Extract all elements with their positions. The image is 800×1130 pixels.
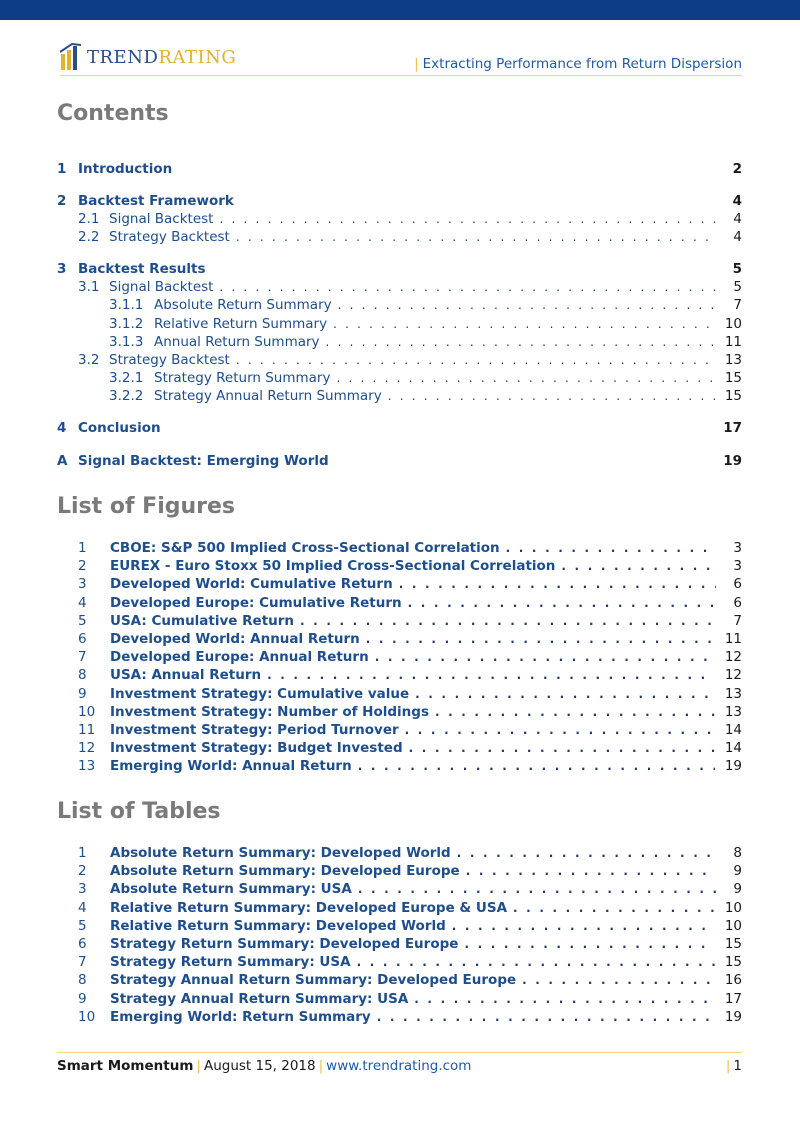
entry-page-number: 17 [723,420,742,436]
entry-page-number: 13 [724,352,742,368]
entry-page-number: 4 [733,229,742,245]
figure-entry[interactable] [57,612,742,630]
dot-leader [219,278,716,296]
entry-number: 10 [78,1008,96,1025]
entry-page-number: 5 [733,279,742,295]
entry-number: 3.2 [78,352,100,368]
entry-page-number: 16 [724,972,742,989]
entry-title[interactable]: Conclusion [78,420,161,436]
toc-entry[interactable] [57,192,742,210]
dot-leader [336,369,714,387]
entry-page-number: 7 [733,297,742,313]
entry-title[interactable]: Backtest Results [78,261,206,277]
entry-page-number: 10 [724,316,742,332]
toc-entry[interactable] [57,315,742,333]
figure-entry[interactable] [57,739,742,757]
entry-title[interactable]: Developed World: Cumulative Return [110,576,393,593]
trendrating-logo [60,40,236,72]
entry-number: 9 [78,990,87,1007]
entry-number: 1 [78,845,87,861]
dot-leader [405,721,715,739]
figure-entry[interactable] [57,757,742,775]
dot-leader [466,862,716,880]
dot-leader [236,228,716,246]
figure-entry[interactable] [57,844,742,862]
entry-number: 2 [78,558,87,575]
entry-page-number: 8 [733,845,742,861]
entry-page-number: 11 [724,631,742,647]
entry-title[interactable]: Developed Europe: Cumulative Return [110,594,402,611]
entry-title[interactable]: Signal Backtest [109,211,214,227]
dot-leader [300,612,716,630]
entry-title[interactable]: Strategy Annual Return Summary: USA [110,990,409,1007]
entry-title[interactable]: Investment Strategy: Number of Holdings [110,703,429,720]
dot-leader [358,880,716,898]
dot-leader [415,685,715,703]
figure-entry[interactable] [57,557,742,575]
toc-entry[interactable] [57,333,742,351]
entry-title[interactable]: Strategy Backtest [109,229,230,245]
toc-entry[interactable] [57,452,742,470]
dot-leader [388,387,715,405]
entry-title[interactable]: Investment Strategy: Period Turnover [110,722,399,738]
entry-title[interactable]: Signal Backtest: Emerging World [78,453,329,469]
dot-leader [408,594,716,612]
dot-leader [338,296,716,314]
entry-title[interactable]: Investment Strategy: Cumulative value [110,685,410,702]
entry-title[interactable]: Absolute Return Summary: Developed Europe [110,863,460,880]
figure-entry[interactable] [57,539,742,557]
entry-number: 5 [78,612,87,629]
entry-number: 3 [57,261,67,277]
logo-wordmark: TRENDRATING [87,47,237,68]
dot-leader [464,935,714,953]
entry-title[interactable]: Developed World: Annual Return [110,631,360,647]
bar-chart-logo-icon [60,42,82,72]
toc-entry[interactable] [57,278,742,296]
dot-leader [236,351,715,369]
footer-website-link[interactable]: www.trendrating.com [326,1058,472,1074]
entry-page-number: 9 [733,881,742,898]
figure-entry[interactable] [57,862,742,880]
toc-entry[interactable] [57,260,742,278]
entry-number: 3.1.3 [109,334,144,350]
entry-number: 1 [57,161,67,177]
entry-number: 7 [78,649,87,666]
footer-rule [57,1052,742,1053]
dot-leader [358,757,715,775]
entry-page-number: 4 [732,193,742,209]
entry-page-number: 7 [733,612,742,629]
entry-page-number: 13 [724,685,742,702]
entry-number: 9 [78,685,87,702]
dot-leader [435,703,715,721]
entry-page-number: 14 [724,722,742,738]
entry-page-number: 9 [733,863,742,880]
toc-entry[interactable] [57,296,742,314]
entry-page-number: 15 [724,370,742,386]
toc-entry[interactable] [57,210,742,228]
figure-entry[interactable] [57,685,742,703]
dot-leader [506,539,716,557]
entry-number: 3.1 [78,279,100,295]
toc-entry[interactable] [57,419,742,437]
entry-title[interactable]: Investment Strategy: Budget Invested [110,740,403,757]
figure-entry[interactable] [57,880,742,898]
entry-number: 1 [78,540,87,556]
entry-title[interactable]: Strategy Return Summary [154,370,331,386]
entry-title[interactable]: Strategy Annual Return Summary [154,388,382,404]
dot-leader [414,990,715,1008]
entry-number: 3.2.1 [109,370,144,386]
top-color-bar [0,0,800,20]
entry-page-number: 3 [733,558,742,575]
entry-number: 3 [78,881,87,898]
contents-heading: Contents [57,101,169,126]
entry-number: 3.1.1 [109,297,144,313]
toc-entry[interactable] [57,351,742,369]
dot-leader [377,1008,715,1026]
figure-entry[interactable] [57,917,742,935]
toc-entry[interactable] [57,369,742,387]
entry-page-number: 15 [724,388,742,404]
figure-entry[interactable] [57,703,742,721]
entry-page-number: 19 [724,1008,742,1025]
entry-number: 4 [78,594,87,611]
entry-title[interactable]: Strategy Backtest [109,352,230,368]
header-rule [60,75,742,76]
dot-leader [375,648,715,666]
entry-number: 2.1 [78,211,100,227]
figure-entry[interactable] [57,666,742,684]
entry-title[interactable]: Signal Backtest [109,279,214,295]
entry-title[interactable]: Absolute Return Summary: Developed World [110,845,451,861]
entry-number: 12 [78,740,96,757]
entry-title[interactable]: CBOE: S&P 500 Implied Cross-Sectional Correlation [110,540,500,556]
entry-number: 6 [78,936,87,952]
figure-entry[interactable] [57,935,742,953]
entry-title[interactable]: Strategy Return Summary: USA [110,954,351,971]
entry-number: 10 [78,703,96,720]
entry-number: 3 [78,576,87,593]
dot-leader [326,333,715,351]
dot-leader [457,844,716,862]
list-of-figures-heading: List of Figures [57,494,236,519]
figure-entry[interactable] [57,575,742,593]
entry-page-number: 14 [724,740,742,757]
entry-page-number: 11 [724,334,742,350]
entry-page-number: 4 [733,211,742,227]
dot-leader [409,739,715,757]
entry-number: 5 [78,917,87,934]
entry-number: 3.2.2 [109,388,144,404]
entry-page-number: 6 [733,594,742,611]
entry-title[interactable]: Absolute Return Summary [154,297,332,313]
footer-title: Smart Momentum [57,1058,194,1074]
entry-title[interactable]: Backtest Framework [78,193,234,209]
dot-leader [219,210,716,228]
dot-leader [399,575,716,593]
entry-page-number: 13 [724,703,742,720]
dot-leader [366,630,715,648]
figure-entry[interactable] [57,899,742,917]
entry-page-number: 2 [732,161,742,177]
toc-entry[interactable] [57,160,742,178]
toc-entry[interactable] [57,387,742,405]
figure-entry[interactable] [57,1008,742,1026]
entry-page-number: 19 [724,758,742,775]
entry-page-number: 19 [723,453,742,469]
entry-page-number: 10 [724,917,742,934]
entry-page-number: 3 [733,540,742,556]
entry-number: 4 [78,899,87,916]
entry-title[interactable]: Strategy Return Summary: Developed Europe [110,936,459,952]
list-of-tables-heading: List of Tables [57,799,221,824]
page-footer: Smart Momentum | August 15, 2018 | www.trendrating.com | 1 [57,1058,742,1074]
entry-page-number: 12 [724,649,742,666]
figure-entry[interactable] [57,594,742,612]
figure-entry[interactable] [57,971,742,989]
entry-title[interactable]: Annual Return Summary [154,334,320,350]
entry-number: 11 [78,722,96,738]
entry-page-number: 5 [732,261,742,277]
entry-number: 4 [57,420,67,436]
figure-entry[interactable] [57,990,742,1008]
entry-title[interactable]: Relative Return Summary [154,316,328,332]
toc-entry[interactable] [57,228,742,246]
entry-page-number: 12 [724,667,742,684]
entry-title[interactable]: Developed Europe: Annual Return [110,649,369,666]
entry-number: A [57,453,68,469]
entry-title[interactable]: Strategy Annual Return Summary: Developed Europe [110,972,517,989]
dot-leader [452,917,715,935]
document-title: | Extracting Performance from Return Dispersion [414,56,742,72]
entry-page-number: 15 [724,954,742,971]
figure-entry[interactable] [57,721,742,739]
dot-leader [357,953,715,971]
entry-title[interactable]: Relative Return Summary: Developed Europe & USA [110,899,508,916]
entry-page-number: 10 [724,899,742,916]
entry-number: 8 [78,667,87,684]
entry-title[interactable]: USA: Annual Return [110,667,262,684]
figure-entry[interactable] [57,630,742,648]
entry-number: 3.1.2 [109,316,144,332]
entry-number: 2.2 [78,229,100,245]
entry-number: 2 [78,863,87,880]
entry-title[interactable]: Absolute Return Summary: USA [110,881,352,898]
figure-entry[interactable] [57,953,742,971]
figure-entry[interactable] [57,648,742,666]
dot-leader [333,315,715,333]
footer-date: August 15, 2018 [203,1058,316,1074]
entry-page-number: 6 [733,576,742,593]
footer-page-number: | 1 [725,1058,742,1074]
entry-title[interactable]: EUREX - Euro Stoxx 50 Implied Cross-Sectional Correlation [110,558,556,575]
entry-title[interactable]: USA: Cumulative Return [110,612,295,629]
entry-title[interactable]: Relative Return Summary: Developed World [110,917,446,934]
entry-page-number: 17 [724,990,742,1007]
dot-leader [513,899,715,917]
dot-leader [267,666,715,684]
entry-title[interactable]: Emerging World: Return Summary [110,1008,371,1025]
entry-number: 7 [78,954,87,971]
entry-page-number: 15 [724,936,742,952]
entry-number: 2 [57,193,67,209]
entry-number: 6 [78,631,87,647]
entry-number: 13 [78,758,96,775]
dot-leader [561,557,716,575]
entry-title[interactable]: Emerging World: Annual Return [110,758,352,775]
entry-number: 8 [78,972,87,989]
entry-title[interactable]: Introduction [78,161,173,177]
dot-leader [522,971,715,989]
